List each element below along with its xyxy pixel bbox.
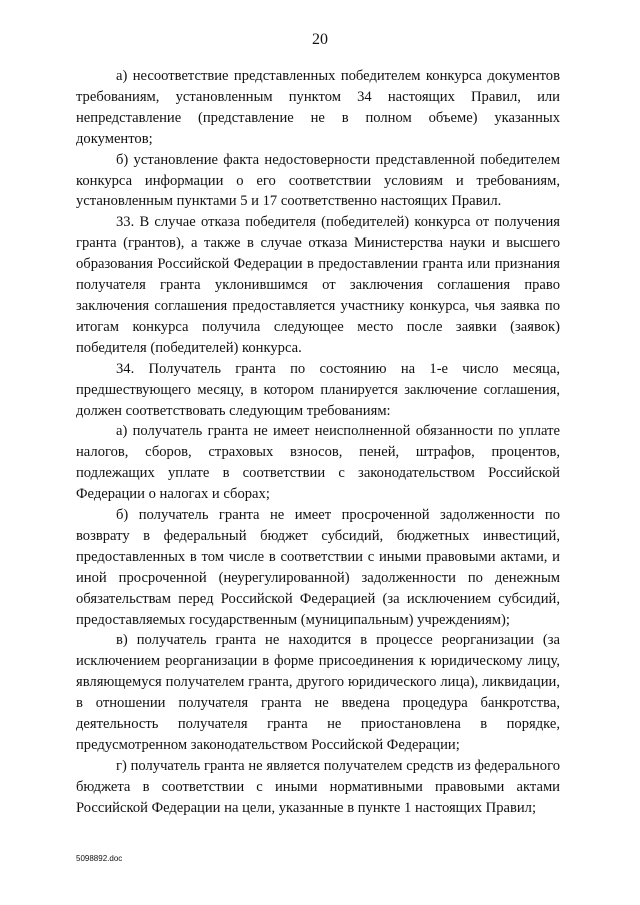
page-number: 20	[312, 31, 328, 48]
paragraph-g-other-funds: г) получатель гранта не является получателем средств из федерального бюджета в соответствии с иными нормативными правовыми актами Российской Федерации на цели, указанные в пункте 1 настоящих Правил;	[76, 757, 560, 816]
document-body	[76, 66, 560, 819]
paragraph-a-taxes: а) получатель гранта не имеет неисполненной обязанности по уплате налогов, сборов, страховых взносов, пеней, штрафов, процентов, подлежащих уплате в соответствии с законодательством Российской Федерации о налогах и сборах;	[76, 423, 560, 503]
paragraph-b-debts: б) получатель гранта не имеет просроченной задолженности по возврату в федеральный бюджет субсидий, бюджетных инвестиций, предоставленных в том числе в соответствии с иными правовыми актами, и иной просроченной (неурегулированной) задолженности по денежным обязательствам перед Российской Федерацией (за исключением субсидий, предоставляемых государственным (муниципальным) учреждениям);	[76, 507, 560, 628]
paragraph-v-reorganization: в) получатель гранта не находится в процессе реорганизации (за исключением реорганизации в форме присоединения к юридическому лицу, являющемуся получателем гранта, другого юридического лица), ликвидации, в отношении получателя гранта не введена процедура банкротства, деятельность получателя гранта не приостановлена в порядке, предусмотренном законодательством Российской Федерации;	[76, 632, 560, 753]
paragraph-a-nonconformity: а) несоответствие представленных победителем конкурса документов требованиям, установленным пунктом 34 настоящих Правил, или непредставление (представление не в полном объеме) указанных документов;	[76, 68, 560, 147]
paragraph-33-refusal: 33. В случае отказа победителя (победителей) конкурса от получения гранта (грантов), а также в случае отказа Министерства науки и высшего образования Российской Федерации в предоставлении гранта или признания получателя гранта уклонившимся от заключения соглашения право заключения соглашения предоставляется участнику конкурса, чья заявка по итогам конкурса получила следующее место после заявки (заявок) победителя (победителей) конкурса.	[76, 214, 560, 356]
paragraph-b-inaccuracy: б) установление факта недостоверности представленной победителем конкурса информации о его соответствии условиям и требованиям, установленным пунктами 5 и 17 соответственно настоящих Правил.	[76, 151, 560, 210]
footer-document-code: 5098892.doc	[76, 854, 123, 863]
paragraph-34-requirements: 34. Получатель гранта по состоянию на 1-е число месяца, предшествующего месяцу, в котором планируется заключение соглашения, должен соответствовать следующим требованиям:	[76, 360, 560, 419]
